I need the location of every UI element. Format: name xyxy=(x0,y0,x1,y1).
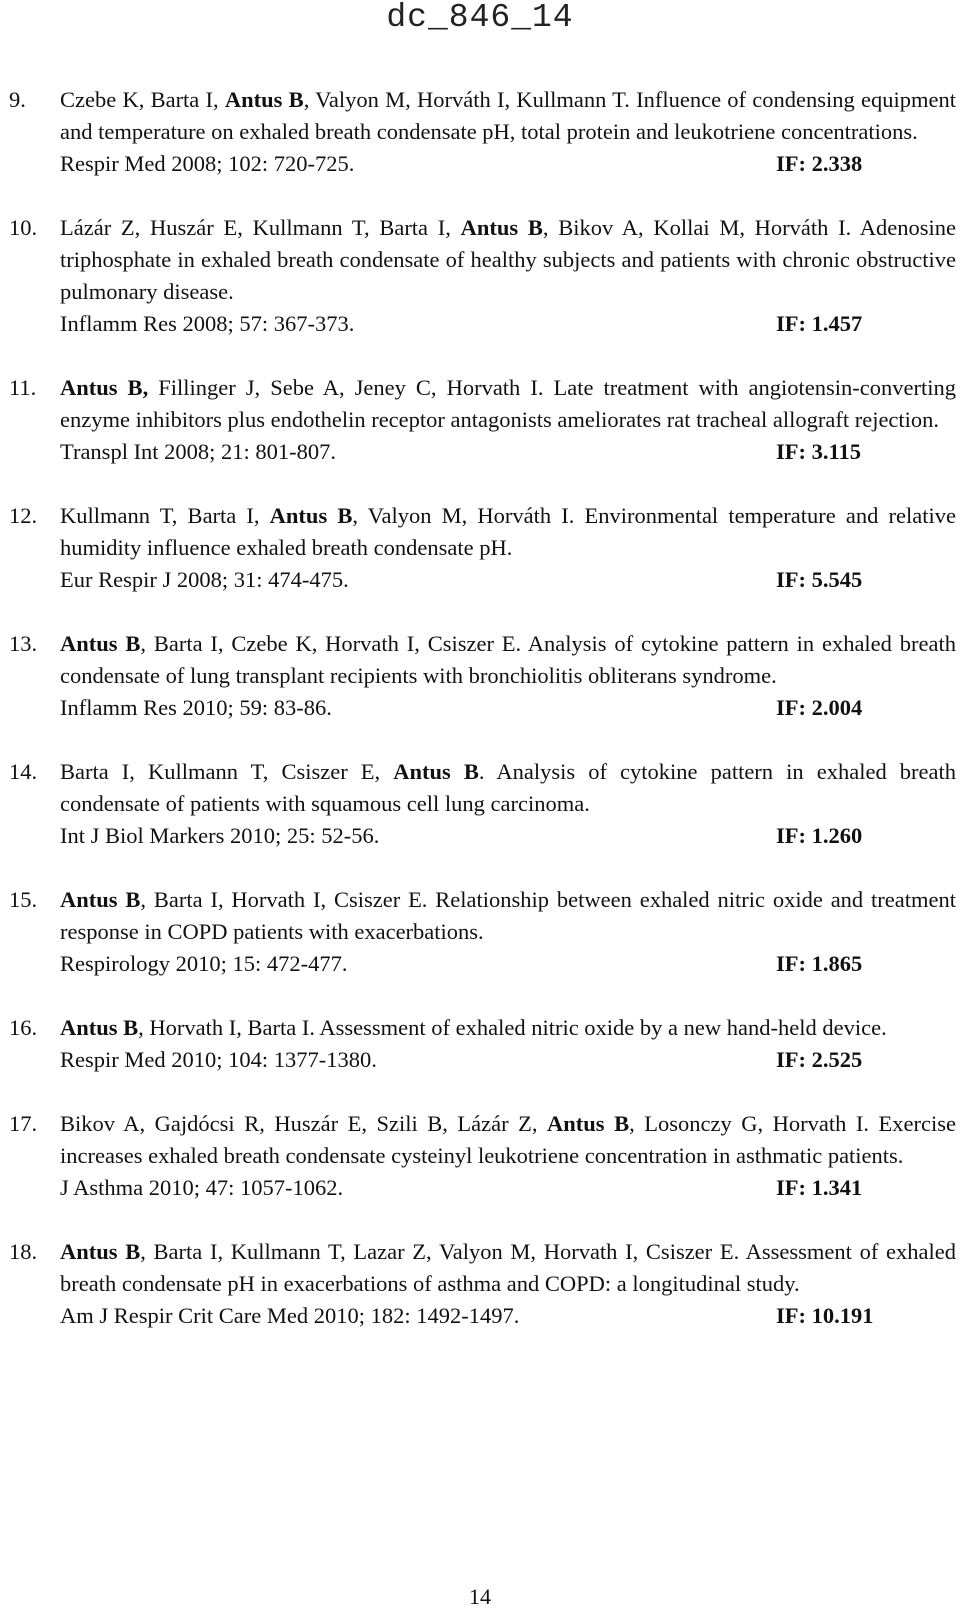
reference-number: 14. xyxy=(9,759,38,784)
reference-highlighted-author: Antus B xyxy=(60,631,141,656)
reference-highlighted-author: Antus B xyxy=(60,1239,141,1264)
reference-citation xyxy=(60,1300,956,1332)
reference-title: Analysis of cytokine pattern in exhaled breath condensate of patients with squamous cell lung carcinoma. xyxy=(60,759,956,816)
reference-item xyxy=(9,628,956,724)
reference-citation xyxy=(60,564,956,596)
reference-list xyxy=(0,84,960,1364)
reference-highlighted-author: Antus B xyxy=(460,215,543,240)
reference-item xyxy=(9,1012,956,1076)
reference-citation xyxy=(60,692,956,724)
reference-impact-factor: IF: 10.191 xyxy=(776,1303,874,1328)
reference-authors: Bikov A, Gajdócsi R, Huszár E, Szili B, Lázár Z, xyxy=(60,1111,548,1136)
reference-item xyxy=(9,1236,956,1332)
reference-journal: Respir Med 2010; 104: 1377-1380. xyxy=(60,1047,377,1072)
reference-number: 13. xyxy=(9,631,38,656)
reference-highlighted-author: Antus B xyxy=(60,1015,139,1040)
reference-authors: , Barta I, Horvath I, Csiszer E. xyxy=(140,887,436,912)
reference-journal: J Asthma 2010; 47: 1057-1062. xyxy=(60,1175,344,1200)
reference-title: Adenosine triphosphate in exhaled breath condensate of healthy subjects and patients with chronic obstructive pulmonary disease. xyxy=(60,215,956,304)
reference-impact-factor: IF: 2.338 xyxy=(776,151,863,176)
reference-authors: , Losonczy G, Horvath I. xyxy=(629,1111,879,1136)
reference-authors: , Valyon M, Horváth I. xyxy=(352,503,585,528)
reference-text xyxy=(60,1108,956,1172)
reference-number: 16. xyxy=(9,1015,38,1040)
reference-title: Influence of condensing equipment and temperature on exhaled breath condensate pH, total protein and leukotriene concentrations. xyxy=(60,87,956,144)
reference-number: 18. xyxy=(9,1239,38,1264)
reference-authors: Kullmann T, Barta I, xyxy=(60,503,270,528)
reference-journal: Transpl Int 2008; 21: 801-807. xyxy=(60,439,337,464)
reference-authors: Barta I, Kullmann T, Csiszer E, xyxy=(60,759,394,784)
reference-authors: Czebe K, Barta I, xyxy=(60,87,225,112)
reference-citation xyxy=(60,308,956,340)
reference-journal: Am J Respir Crit Care Med 2010; 182: 1492-1497. xyxy=(60,1303,520,1328)
reference-title: Exercise increases exhaled breath condensate cysteinyl leukotriene concentration in asthmatic patients. xyxy=(60,1111,956,1168)
reference-title: Environmental temperature and relative humidity influence exhaled breath condensate pH. xyxy=(60,503,956,560)
reference-highlighted-author: Antus B xyxy=(393,759,479,784)
reference-journal: Eur Respir J 2008; 31: 474-475. xyxy=(60,567,349,592)
reference-authors: , Barta I, Kullmann T, Lazar Z, Valyon M, Horvath I, Csiszer E. xyxy=(140,1239,746,1264)
reference-authors: . xyxy=(478,759,497,784)
reference-citation xyxy=(60,436,956,468)
reference-text xyxy=(60,500,956,564)
reference-item xyxy=(9,756,956,852)
reference-number: 10. xyxy=(9,215,38,240)
reference-authors: , Valyon M, Horváth I, Kullmann T. xyxy=(303,87,637,112)
reference-impact-factor: IF: 3.115 xyxy=(776,439,862,464)
reference-text xyxy=(60,1012,956,1044)
reference-text xyxy=(60,1236,956,1300)
reference-journal: Respirology 2010; 15: 472-477. xyxy=(60,951,348,976)
reference-impact-factor: IF: 2.004 xyxy=(776,695,863,720)
reference-citation xyxy=(60,820,956,852)
reference-number: 15. xyxy=(9,887,38,912)
reference-citation xyxy=(60,1172,956,1204)
reference-title: Relationship between exhaled nitric oxide and treatment response in COPD patients with exacerbations. xyxy=(60,887,956,944)
reference-item xyxy=(9,1108,956,1204)
reference-highlighted-author: Antus B xyxy=(60,887,141,912)
reference-impact-factor: IF: 2.525 xyxy=(776,1047,863,1072)
reference-journal: Int J Biol Markers 2010; 25: 52-56. xyxy=(60,823,380,848)
reference-journal: Inflamm Res 2010; 59: 83-86. xyxy=(60,695,332,720)
reference-item xyxy=(9,212,956,340)
reference-item xyxy=(9,372,956,468)
reference-impact-factor: IF: 1.260 xyxy=(776,823,863,848)
reference-citation xyxy=(60,948,956,980)
reference-highlighted-author: Antus B xyxy=(224,87,304,112)
document-header-code: dc_846_14 xyxy=(386,0,574,36)
reference-citation xyxy=(60,148,956,180)
reference-text xyxy=(60,884,956,948)
reference-highlighted-author: Antus B xyxy=(547,1111,630,1136)
reference-title: Analysis of cytokine pattern in exhaled breath condensate of lung transplant recipients with bronchiolitis obliterans syndrome. xyxy=(60,631,956,688)
reference-impact-factor: IF: 1.865 xyxy=(776,951,863,976)
reference-citation xyxy=(60,1044,956,1076)
reference-title: Late treatment with angiotensin-converting enzyme inhibitors plus endothelin receptor antagonists ameliorates rat tracheal allograft rejection. xyxy=(60,375,956,432)
reference-item xyxy=(9,884,956,980)
reference-number: 11. xyxy=(9,375,37,400)
reference-text xyxy=(60,756,956,820)
reference-authors: , Barta I, Czebe K, Horvath I, Csiszer E. xyxy=(140,631,528,656)
reference-impact-factor: IF: 1.457 xyxy=(776,311,863,336)
reference-number: 9. xyxy=(9,87,26,112)
reference-authors: , Bikov A, Kollai M, Horváth I. xyxy=(542,215,860,240)
reference-item xyxy=(9,500,956,596)
reference-number: 17. xyxy=(9,1111,38,1136)
reference-journal: Respir Med 2008; 102: 720-725. xyxy=(60,151,355,176)
page-number: 14 xyxy=(469,1584,491,1609)
reference-journal: Inflamm Res 2008; 57: 367-373. xyxy=(60,311,355,336)
reference-authors: Lázár Z, Huszár E, Kullmann T, Barta I, xyxy=(60,215,461,240)
reference-title: Assessment of exhaled nitric oxide by a new hand-held device. xyxy=(319,1015,887,1040)
reference-item xyxy=(9,84,956,180)
reference-authors: Fillinger J, Sebe A, Jeney C, Horvath I. xyxy=(148,375,554,400)
reference-authors: , Horvath I, Barta I. xyxy=(138,1015,320,1040)
reference-number: 12. xyxy=(9,503,38,528)
reference-impact-factor: IF: 1.341 xyxy=(776,1175,863,1200)
reference-text xyxy=(60,372,956,436)
reference-text xyxy=(60,212,956,308)
reference-impact-factor: IF: 5.545 xyxy=(776,567,863,592)
reference-text xyxy=(60,84,956,148)
reference-highlighted-author: Antus B xyxy=(269,503,353,528)
reference-text xyxy=(60,628,956,692)
reference-highlighted-author: Antus B, xyxy=(60,375,149,400)
reference-title: Assessment of exhaled breath condensate pH in exacerbations of asthma and COPD: a longitudinal study. xyxy=(60,1239,956,1296)
